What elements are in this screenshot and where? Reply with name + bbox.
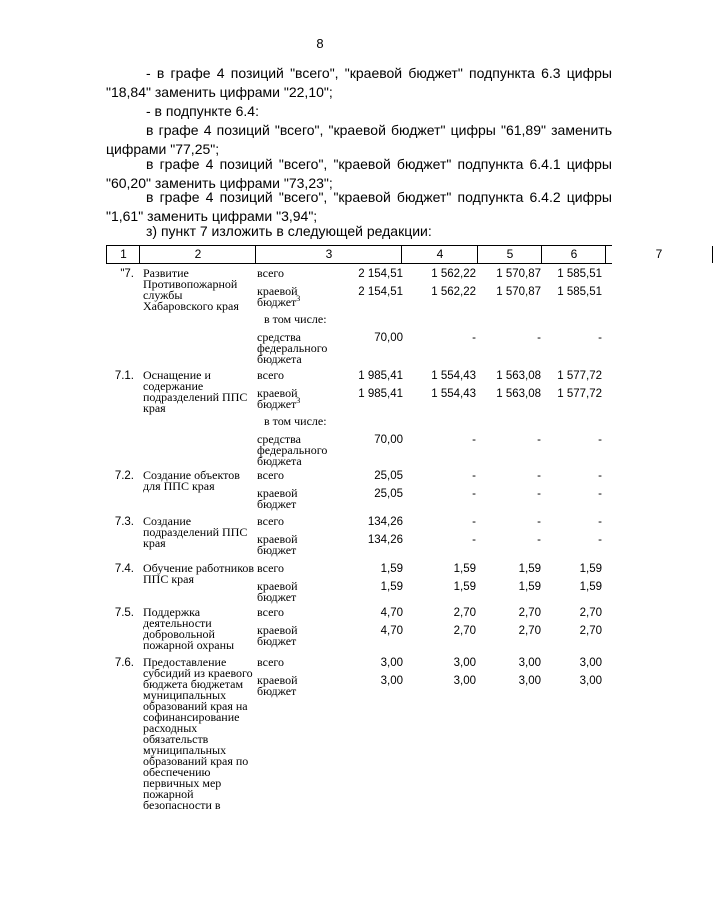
row-value: - xyxy=(598,470,602,482)
row-value: 1,59 xyxy=(518,563,541,575)
row-value: 4,70 xyxy=(380,625,403,637)
row-line-label: краевой бюджет xyxy=(257,486,298,511)
row-value: - xyxy=(472,332,476,344)
row-value: 1 562,22 xyxy=(431,286,476,298)
row-line-label: краевой бюджет xyxy=(257,579,298,604)
row-value: 3,00 xyxy=(579,675,602,687)
row-line-label: всего xyxy=(257,655,285,669)
table-header-cell: 5 xyxy=(477,246,542,263)
row-value: 1 563,08 xyxy=(496,388,541,400)
row-line-label: в том числе: xyxy=(264,312,327,326)
row-number: 7.1. xyxy=(114,370,134,382)
table-header-cell: 6 xyxy=(541,246,606,263)
row-value: 1 570,87 xyxy=(496,286,541,298)
row-name: Предоставление субсидий из краевого бюджета бюджетам муниципальных образований края на софинансирование расходных обязательств муниципальных образований края по обеспечению первичных мер пожарной безопасности в xyxy=(143,655,253,812)
row-value: - xyxy=(598,332,602,344)
row-line-label: краевой бюджет xyxy=(257,532,298,557)
paragraph-2: - в подпункте 6.4: xyxy=(146,103,259,119)
row-line-label: всего xyxy=(257,514,285,528)
row-value: 25,05 xyxy=(374,488,403,500)
row-number: 7.3. xyxy=(114,516,134,528)
row-value: - xyxy=(537,470,541,482)
row-line-label: всего xyxy=(257,368,285,382)
row-value: 134,26 xyxy=(367,534,403,546)
row-value: - xyxy=(537,488,541,500)
row-number: 7.6. xyxy=(114,657,134,669)
row-name: Развитие Противопожарной службы Хабаровского края xyxy=(143,266,239,313)
row-value: - xyxy=(598,434,602,446)
row-name: Создание объектов для ППС края xyxy=(143,468,240,493)
row-value: 3,00 xyxy=(579,657,602,669)
row-line-label: средства федерального бюджета xyxy=(257,432,328,468)
row-value: 1,59 xyxy=(579,581,602,593)
row-value: 1 985,41 xyxy=(358,388,403,400)
row-value: - xyxy=(472,434,476,446)
row-value: 1,59 xyxy=(579,563,602,575)
row-value: 2,70 xyxy=(579,625,602,637)
row-line-label: всего xyxy=(257,266,285,280)
row-value: 1 562,22 xyxy=(431,268,476,280)
table-header-cell: 7 xyxy=(605,246,713,263)
row-value: - xyxy=(537,332,541,344)
row-line-label: краевой бюджет xyxy=(257,623,298,648)
row-value: 1,59 xyxy=(453,563,476,575)
row-value: 1 585,51 xyxy=(557,286,602,298)
row-value: - xyxy=(472,534,476,546)
row-value: 2,70 xyxy=(579,607,602,619)
row-value: 2 154,51 xyxy=(358,268,403,280)
row-value: - xyxy=(537,434,541,446)
row-value: 1,59 xyxy=(380,581,403,593)
row-value: 1 563,08 xyxy=(496,370,541,382)
row-value: 134,26 xyxy=(367,516,403,528)
row-value: - xyxy=(472,470,476,482)
row-number: "7. xyxy=(120,268,134,280)
row-value: 3,00 xyxy=(380,657,403,669)
row-value: 1 554,43 xyxy=(431,388,476,400)
row-value: 2 154,51 xyxy=(358,286,403,298)
row-value: 3,00 xyxy=(518,657,541,669)
row-line-label: краевой бюджет$^3$ xyxy=(257,386,301,411)
row-line-label: средства федерального бюджета xyxy=(257,330,328,366)
paragraph-4: в графе 4 позиций "всего", "краевой бюджет" подпункта 6.4.1 цифры "60,20" заменить цифрами "73,23"; xyxy=(106,156,612,191)
row-name: Создание подразделений ППС края xyxy=(143,514,248,550)
row-value: 3,00 xyxy=(453,675,476,687)
footnote-mark: 3 xyxy=(296,294,301,303)
row-value: - xyxy=(537,516,541,528)
row-number: 7.4. xyxy=(114,563,134,575)
row-line-label: всего xyxy=(257,468,285,482)
row-value: 3,00 xyxy=(453,657,476,669)
table-header-cell: 3 xyxy=(255,246,402,263)
row-name: Поддержка деятельности добровольной пожарной охраны xyxy=(143,605,235,652)
paragraph-6: з) пункт 7 изложить в следующей редакции: xyxy=(146,223,432,239)
row-value: 2,70 xyxy=(518,607,541,619)
row-value: 25,05 xyxy=(374,470,403,482)
row-number: 7.2. xyxy=(114,470,134,482)
row-line-label: всего xyxy=(257,561,285,575)
page-number: 8 xyxy=(316,36,324,51)
row-value: 1 577,72 xyxy=(557,388,602,400)
row-line-label: краевой бюджет$^3$ xyxy=(257,284,301,309)
paragraph-3: в графе 4 позиций "всего", "краевой бюджет" цифры "61,89" заменить цифрами "77,25"; xyxy=(106,122,612,157)
row-value: 4,70 xyxy=(380,607,403,619)
row-value: - xyxy=(472,516,476,528)
table-header-cell: 4 xyxy=(401,246,478,263)
table-header-cell: 1 xyxy=(106,246,140,263)
row-value: 1 577,72 xyxy=(557,370,602,382)
row-value: 70,00 xyxy=(374,332,403,344)
row-value: 2,70 xyxy=(453,625,476,637)
row-value: 1 570,87 xyxy=(496,268,541,280)
row-value: - xyxy=(537,534,541,546)
table-header-cell: 2 xyxy=(139,246,256,263)
row-value: 1,59 xyxy=(518,581,541,593)
row-line-label: в том числе: xyxy=(264,414,327,428)
footnote-mark: 3 xyxy=(296,396,301,405)
row-value: 1,59 xyxy=(380,563,403,575)
row-value: 1,59 xyxy=(453,581,476,593)
row-value: 3,00 xyxy=(380,675,403,687)
row-value: - xyxy=(598,488,602,500)
row-value: 1 985,41 xyxy=(358,370,403,382)
row-value: 2,70 xyxy=(518,625,541,637)
row-name: Обучение работников ППС края xyxy=(143,561,255,586)
row-value: - xyxy=(598,516,602,528)
paragraph-1: - в графе 4 позиций "всего", "краевой бюджет" подпункта 6.3 цифры "18,84" заменить цифрами "22,10"; xyxy=(106,65,612,100)
row-value: 2,70 xyxy=(453,607,476,619)
row-value: 1 585,51 xyxy=(557,268,602,280)
row-value: - xyxy=(472,488,476,500)
row-value: 3,00 xyxy=(518,675,541,687)
row-number: 7.5. xyxy=(114,607,134,619)
row-value: - xyxy=(598,534,602,546)
row-line-label: краевой бюджет xyxy=(257,673,298,698)
paragraph-5: в графе 4 позиций "всего", "краевой бюджет" подпункта 6.4.2 цифры "1,61" заменить цифрами "3,94"; xyxy=(106,189,612,224)
row-value: 1 554,43 xyxy=(431,370,476,382)
row-line-label: всего xyxy=(257,605,285,619)
table-header-row xyxy=(106,245,663,264)
row-value: 70,00 xyxy=(374,434,403,446)
row-name: Оснащение и содержание подразделений ППС края xyxy=(143,368,248,415)
